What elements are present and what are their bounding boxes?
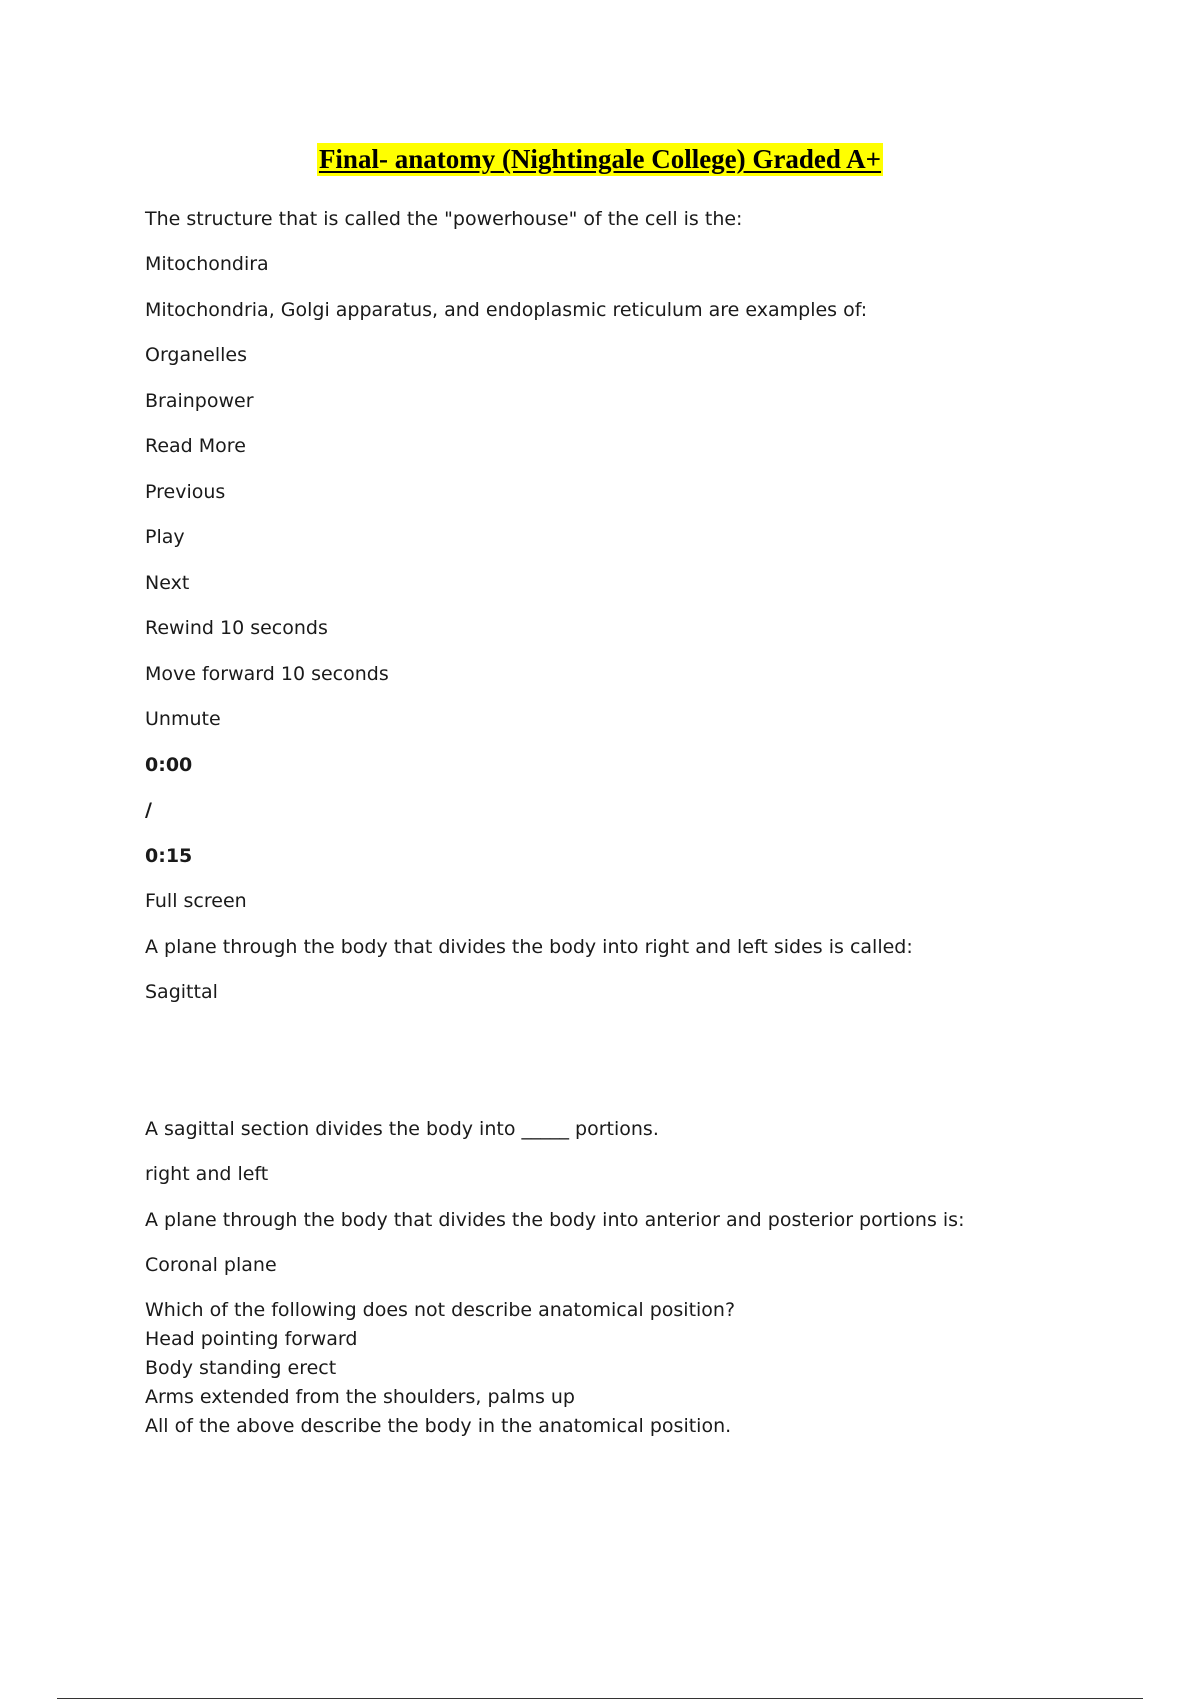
read-more-text: Read More (145, 435, 246, 457)
forward-text: Move forward 10 seconds (145, 663, 389, 685)
question-6: Which of the following does not describe anatomical position? (145, 1299, 736, 1321)
option-item: Arms extended from the shoulders, palms up (145, 1386, 575, 1408)
document-title: Final- anatomy (Nightingale College) Graded A+ (318, 144, 882, 174)
question-5: A plane through the body that divides the body into anterior and posterior portions is: (145, 1209, 965, 1231)
time-separator-text: / (145, 799, 152, 821)
option-item: Body standing erect (145, 1357, 337, 1379)
unmute-text: Unmute (145, 708, 221, 730)
media-brand-text: Brainpower (145, 390, 254, 412)
previous-text: Previous (145, 481, 226, 503)
fullscreen-text: Full screen (145, 890, 247, 912)
answer-1: Mitochondira (145, 253, 269, 275)
title-container (0, 143, 1200, 176)
answer-4: right and left (145, 1163, 269, 1185)
rewind-text: Rewind 10 seconds (145, 617, 328, 639)
question-6-block (145, 1296, 735, 1441)
next-text: Next (145, 572, 190, 594)
question-3: A plane through the body that divides the body into right and left sides is called: (145, 936, 913, 958)
option-item: All of the above describe the body in the anatomical position. (145, 1415, 732, 1437)
play-text: Play (145, 526, 185, 548)
answer-3: Sagittal (145, 981, 218, 1003)
duration-text: 0:15 (145, 845, 193, 867)
option-item: Head pointing forward (145, 1328, 358, 1350)
current-time-text: 0:00 (145, 754, 193, 776)
page-bottom-divider (57, 1698, 1143, 1699)
question-2: Mitochondria, Golgi apparatus, and endoplasmic reticulum are examples of: (145, 299, 868, 321)
question-4: A sagittal section divides the body into _____ portions. (145, 1118, 659, 1140)
question-1: The structure that is called the "powerhouse" of the cell is the: (145, 208, 743, 230)
answer-2: Organelles (145, 344, 248, 366)
answer-5: Coronal plane (145, 1254, 277, 1276)
